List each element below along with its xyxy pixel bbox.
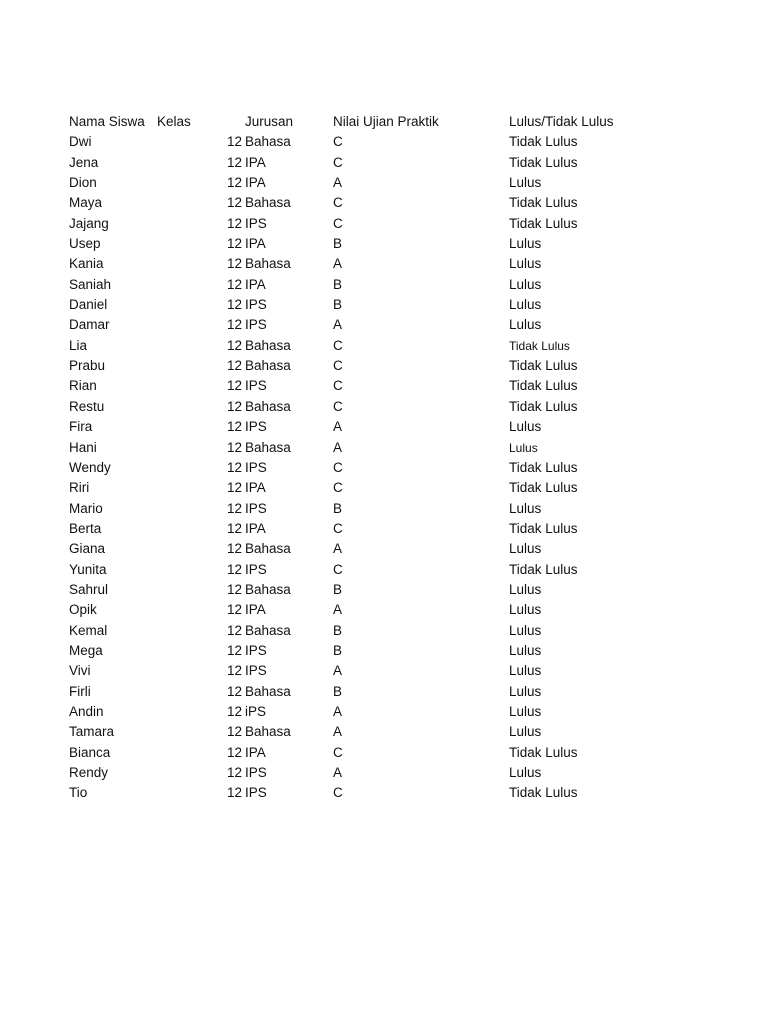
cell-nilai: B [333, 276, 343, 292]
cell-kelas: 12 [227, 500, 243, 516]
cell-kelas: 12 [227, 358, 243, 374]
cell-nama: Riri [69, 480, 90, 496]
cell-status: Tidak Lulus [509, 154, 578, 170]
cell-kelas: 12 [227, 297, 243, 313]
cell-kelas: 12 [227, 439, 243, 455]
cell-kelas: 12 [227, 683, 243, 699]
cell-nilai: B [333, 622, 343, 638]
cell-kelas: 12 [227, 744, 243, 760]
cell-kelas: 12 [227, 520, 243, 536]
cell-nama: Bianca [69, 744, 111, 760]
cell-status: Tidak Lulus [509, 215, 578, 231]
cell-status: Lulus [509, 256, 542, 272]
cell-nama: Berta [69, 520, 102, 536]
cell-nama: Yunita [69, 561, 107, 577]
cell-nilai: C [333, 785, 343, 801]
cell-nama: Fira [69, 419, 93, 435]
cell-nilai: C [333, 154, 343, 170]
cell-status: Lulus [509, 765, 542, 780]
table-row [0, 234, 768, 254]
cell-status: Tidak Lulus [509, 195, 578, 211]
cell-status: Lulus [509, 276, 542, 292]
cell-nama: Saniah [69, 276, 112, 292]
cell-nilai: A [333, 663, 343, 679]
table-row [0, 397, 768, 417]
cell-jurusan: Bahasa [245, 398, 291, 414]
cell-nilai: C [333, 520, 343, 536]
cell-nama: Prabu [69, 358, 106, 374]
cell-nama: Andin [69, 703, 104, 719]
cell-kelas: 12 [227, 195, 243, 211]
cell-jurusan: IPS [245, 317, 267, 333]
cell-status: Lulus [509, 703, 542, 719]
header-jurusan: Jurusan [245, 114, 294, 129]
cell-jurusan: Bahasa [245, 195, 291, 211]
cell-nilai: B [333, 297, 343, 313]
table-row [0, 254, 768, 274]
cell-nama: Daniel [69, 297, 108, 313]
cell-jurusan: IPS [245, 642, 267, 658]
table-row [0, 478, 768, 498]
cell-nama: Dwi [69, 134, 92, 150]
cell-nilai: C [333, 358, 343, 374]
table-row [0, 417, 768, 437]
cell-jurusan: iPS [245, 703, 267, 719]
cell-nilai: C [333, 459, 343, 475]
table-row [0, 743, 768, 763]
cell-kelas: 12 [227, 459, 243, 475]
cell-nama: Tio [69, 785, 88, 801]
cell-nilai: C [333, 398, 343, 414]
table-row [0, 621, 768, 641]
cell-kelas: 12 [227, 703, 243, 719]
table-row [0, 763, 768, 783]
cell-kelas: 12 [227, 256, 243, 272]
cell-kelas: 12 [227, 154, 243, 170]
cell-kelas: 12 [227, 215, 243, 231]
table-row [0, 682, 768, 702]
cell-jurusan: IPS [245, 297, 267, 313]
cell-nilai: C [333, 378, 343, 394]
header-kelas: Kelas [157, 114, 191, 129]
cell-jurusan: IPA [245, 236, 266, 252]
table-row [0, 214, 768, 234]
cell-nama: Sahrul [69, 581, 109, 597]
cell-nama: Lia [69, 337, 88, 353]
cell-nama: Restu [69, 398, 105, 414]
cell-nama: Giana [69, 541, 106, 557]
cell-status: Lulus [509, 602, 542, 618]
cell-kelas: 12 [227, 602, 243, 618]
table-row [0, 702, 768, 722]
cell-kelas: 12 [227, 337, 243, 353]
cell-nilai: B [333, 683, 343, 699]
cell-jurusan: IPA [245, 602, 266, 618]
table-body [0, 132, 768, 803]
student-table [0, 112, 768, 804]
table-row [0, 438, 768, 458]
cell-status: Lulus [509, 642, 542, 658]
cell-nilai: C [333, 215, 343, 231]
cell-nilai: A [333, 541, 343, 557]
cell-nilai: A [333, 419, 343, 435]
cell-jurusan: IPS [245, 663, 267, 679]
cell-jurusan: Bahasa [245, 134, 291, 150]
cell-nama: Hani [69, 439, 97, 455]
header-nilai-ujian-praktik: Nilai Ujian Praktik [333, 114, 439, 129]
cell-status: Tidak Lulus [509, 134, 578, 150]
cell-kelas: 12 [227, 622, 243, 638]
cell-nama: Damar [69, 317, 110, 333]
cell-nilai: A [333, 703, 343, 719]
table-row [0, 458, 768, 478]
cell-nama: Rendy [69, 765, 109, 780]
cell-jurusan: Bahasa [245, 256, 291, 272]
cell-kelas: 12 [227, 765, 243, 780]
cell-nilai: A [333, 602, 343, 618]
cell-status: Lulus [509, 236, 542, 252]
cell-status: Tidak Lulus [509, 459, 578, 475]
cell-nilai: A [333, 765, 343, 780]
cell-nilai: C [333, 744, 343, 760]
cell-nama: Kania [69, 256, 104, 272]
cell-jurusan: Bahasa [245, 541, 291, 557]
header-lulus-tidak-lulus: Lulus/Tidak Lulus [509, 114, 614, 129]
cell-nilai: B [333, 236, 343, 252]
cell-nama: Tamara [69, 724, 115, 740]
table-row [0, 315, 768, 335]
table-row [0, 356, 768, 376]
cell-kelas: 12 [227, 175, 243, 191]
cell-kelas: 12 [227, 134, 243, 150]
table-row [0, 783, 768, 803]
cell-kelas: 12 [227, 276, 243, 292]
cell-jurusan: IPS [245, 419, 267, 435]
cell-nama: Mega [69, 642, 103, 658]
cell-nama: Jena [69, 154, 99, 170]
cell-jurusan: IPA [245, 276, 266, 292]
cell-nama: Jajang [69, 215, 109, 231]
cell-nilai: A [333, 256, 343, 272]
cell-nama: Opik [69, 602, 97, 618]
table-row [0, 153, 768, 173]
cell-kelas: 12 [227, 317, 243, 333]
cell-kelas: 12 [227, 378, 243, 394]
cell-jurusan: IPA [245, 480, 266, 496]
cell-nama: Dion [69, 175, 97, 191]
cell-nilai: A [333, 175, 343, 191]
cell-status: Lulus [509, 317, 542, 333]
cell-kelas: 12 [227, 541, 243, 557]
cell-kelas: 12 [227, 398, 243, 414]
cell-status: Tidak Lulus [509, 561, 578, 577]
cell-nilai: A [333, 724, 343, 740]
cell-status: Lulus [509, 175, 542, 191]
cell-nilai: A [333, 317, 343, 333]
cell-status: Tidak Lulus [509, 378, 578, 394]
table-row [0, 580, 768, 600]
cell-nilai: C [333, 337, 343, 353]
table-row [0, 560, 768, 580]
cell-status: Tidak Lulus [509, 338, 570, 353]
cell-jurusan: IPS [245, 215, 267, 231]
cell-status: Lulus [509, 683, 542, 699]
cell-nama: Rian [69, 378, 97, 394]
table-row [0, 193, 768, 213]
cell-kelas: 12 [227, 724, 243, 740]
cell-kelas: 12 [227, 236, 243, 252]
table-row [0, 722, 768, 742]
cell-jurusan: IPA [245, 175, 266, 191]
cell-status: Tidak Lulus [509, 744, 578, 760]
cell-nama: Mario [69, 500, 103, 516]
cell-status: Lulus [509, 419, 542, 435]
cell-kelas: 12 [227, 663, 243, 679]
cell-jurusan: Bahasa [245, 439, 291, 455]
cell-kelas: 12 [227, 581, 243, 597]
table-row [0, 132, 768, 152]
table-row [0, 275, 768, 295]
cell-nilai: C [333, 134, 343, 150]
header-row [0, 112, 768, 132]
cell-kelas: 12 [227, 642, 243, 658]
cell-status: Lulus [509, 297, 542, 313]
cell-kelas: 12 [227, 480, 243, 496]
cell-jurusan: IPS [245, 765, 267, 780]
cell-status: Lulus [509, 541, 542, 557]
cell-nama: Usep [69, 236, 101, 252]
table-row [0, 376, 768, 396]
cell-nilai: C [333, 480, 343, 496]
cell-jurusan: IPS [245, 378, 267, 394]
cell-jurusan: IPS [245, 561, 267, 577]
cell-nama: Wendy [69, 459, 111, 475]
cell-status: Lulus [509, 622, 542, 638]
cell-jurusan: IPS [245, 785, 267, 801]
table-row [0, 499, 768, 519]
cell-status: Tidak Lulus [509, 785, 578, 801]
cell-status: Lulus [509, 581, 542, 597]
cell-jurusan: IPS [245, 500, 267, 516]
cell-status: Lulus [509, 663, 542, 679]
cell-status: Tidak Lulus [509, 358, 578, 374]
table-row [0, 539, 768, 559]
cell-kelas: 12 [227, 785, 243, 801]
cell-kelas: 12 [227, 419, 243, 435]
cell-jurusan: IPA [245, 154, 266, 170]
cell-nilai: A [333, 439, 343, 455]
cell-jurusan: Bahasa [245, 358, 291, 374]
table-row [0, 173, 768, 193]
cell-jurusan: IPA [245, 744, 266, 760]
table-row [0, 519, 768, 539]
cell-status: Lulus [509, 724, 542, 740]
cell-jurusan: Bahasa [245, 724, 291, 740]
cell-nilai: C [333, 195, 343, 211]
cell-nama: Vivi [69, 663, 91, 679]
cell-nilai: B [333, 581, 343, 597]
cell-status: Tidak Lulus [509, 480, 578, 496]
cell-status: Tidak Lulus [509, 398, 578, 414]
cell-kelas: 12 [227, 561, 243, 577]
cell-nama: Kemal [69, 622, 108, 638]
cell-jurusan: Bahasa [245, 622, 291, 638]
cell-status: Tidak Lulus [509, 520, 578, 536]
cell-jurusan: IPS [245, 459, 267, 475]
cell-nilai: B [333, 642, 343, 658]
table-row [0, 600, 768, 620]
cell-nama: Firli [69, 683, 91, 699]
cell-status: Lulus [509, 500, 542, 516]
cell-jurusan: IPA [245, 520, 266, 536]
cell-jurusan: Bahasa [245, 581, 291, 597]
table-row [0, 641, 768, 661]
cell-nama: Maya [69, 195, 103, 211]
table-row [0, 336, 768, 356]
table-row [0, 295, 768, 315]
header-nama-siswa: Nama Siswa [69, 114, 145, 129]
cell-jurusan: Bahasa [245, 337, 291, 353]
cell-status: Lulus [509, 440, 538, 455]
cell-nilai: C [333, 561, 343, 577]
table-row [0, 661, 768, 681]
cell-jurusan: Bahasa [245, 683, 291, 699]
cell-nilai: B [333, 500, 343, 516]
